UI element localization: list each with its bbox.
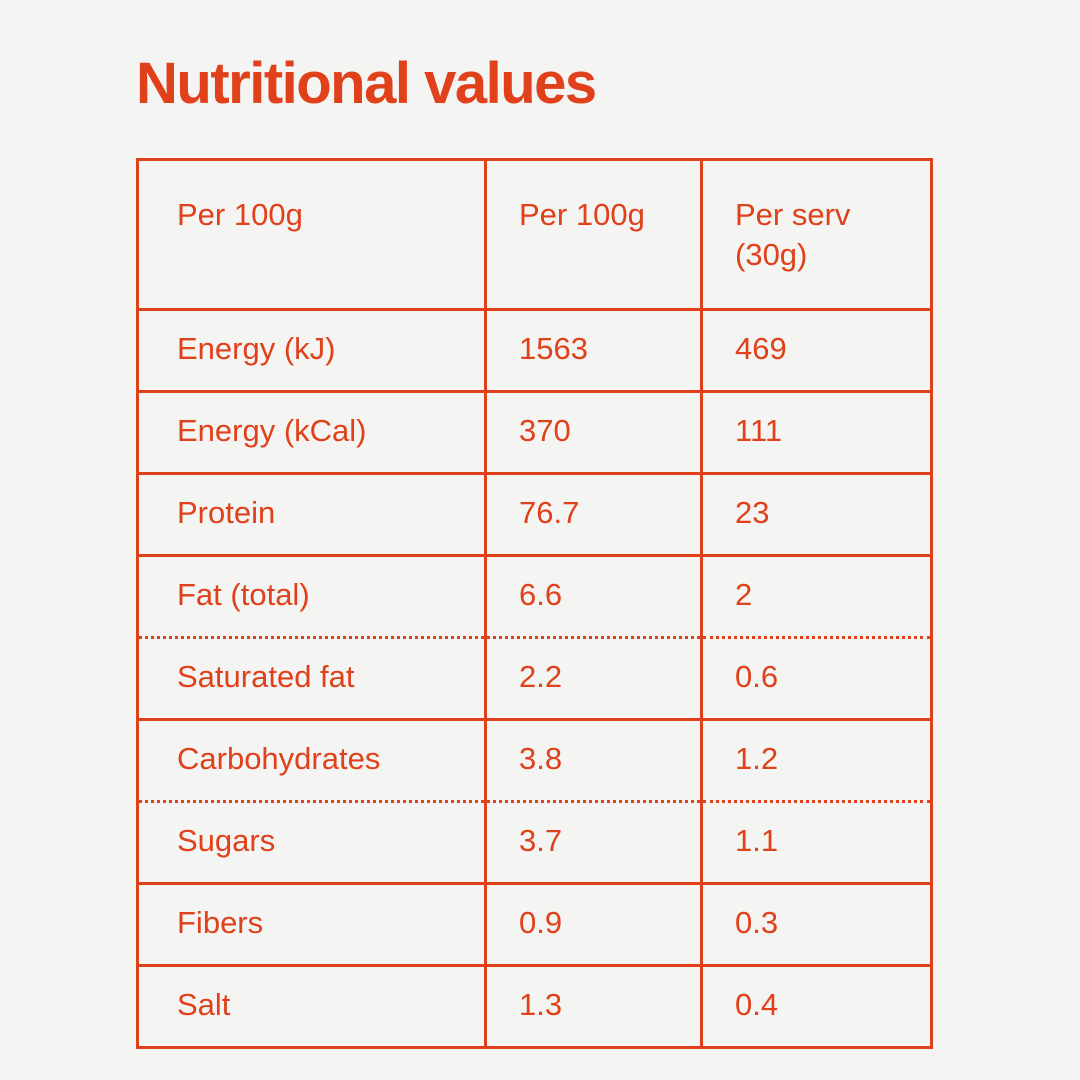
header-cell-per-100g: Per 100g bbox=[486, 160, 702, 310]
row-label: Carbohydrates bbox=[138, 720, 486, 802]
table-row bbox=[138, 966, 932, 1048]
table-row bbox=[138, 310, 932, 392]
table-row bbox=[138, 720, 932, 802]
table-row bbox=[138, 474, 932, 556]
row-value-per-100g: 6.6 bbox=[486, 556, 702, 638]
row-value-per-100g: 0.9 bbox=[486, 884, 702, 966]
row-label: Fibers bbox=[138, 884, 486, 966]
row-value-per-serving: 0.4 bbox=[735, 987, 779, 1022]
table-header-row bbox=[138, 160, 932, 310]
row-label: Salt bbox=[138, 966, 486, 1048]
row-value-per-100g: 1.3 bbox=[486, 966, 702, 1048]
row-label: Saturated fat bbox=[138, 638, 486, 720]
row-value-per-serving: 469 bbox=[702, 310, 932, 392]
row-value-per-serving: 1.1 bbox=[702, 802, 932, 884]
table-row bbox=[138, 638, 932, 720]
row-label: Energy (kJ) bbox=[138, 310, 486, 392]
row-value-per-serving: 0.6 bbox=[702, 638, 932, 720]
header-cell-per-serving: Per serv (30g) bbox=[702, 160, 932, 310]
page-title: Nutritional values bbox=[136, 51, 596, 116]
table-row bbox=[138, 802, 932, 884]
row-value-per-100g: 76.7 bbox=[486, 474, 702, 556]
row-value-per-100g: 2.2 bbox=[486, 638, 702, 720]
row-label: Energy (kCal) bbox=[138, 392, 486, 474]
row-label: Sugars bbox=[138, 802, 486, 884]
table-row bbox=[138, 884, 932, 966]
row-value-per-serving: 23 bbox=[702, 474, 932, 556]
row-value-per-serving: 0.3 bbox=[702, 884, 932, 966]
table-row bbox=[138, 392, 932, 474]
row-value-per-serving: 111 bbox=[702, 392, 932, 474]
row-value-per-serving: 1.2 bbox=[702, 720, 932, 802]
nutrition-table bbox=[136, 158, 933, 1049]
row-label: Fat (total) bbox=[138, 556, 486, 638]
row-value-per-100g: 370 bbox=[486, 392, 702, 474]
header-cell-nutrient: Per 100g bbox=[138, 160, 486, 310]
row-value-per-serving: 2 bbox=[702, 556, 932, 638]
table-row bbox=[138, 556, 932, 638]
row-value-per-100g: 3.7 bbox=[486, 802, 702, 884]
row-label: Protein bbox=[138, 474, 486, 556]
row-value-per-100g: 1563 bbox=[486, 310, 702, 392]
row-value-per-100g: 3.8 bbox=[486, 720, 702, 802]
